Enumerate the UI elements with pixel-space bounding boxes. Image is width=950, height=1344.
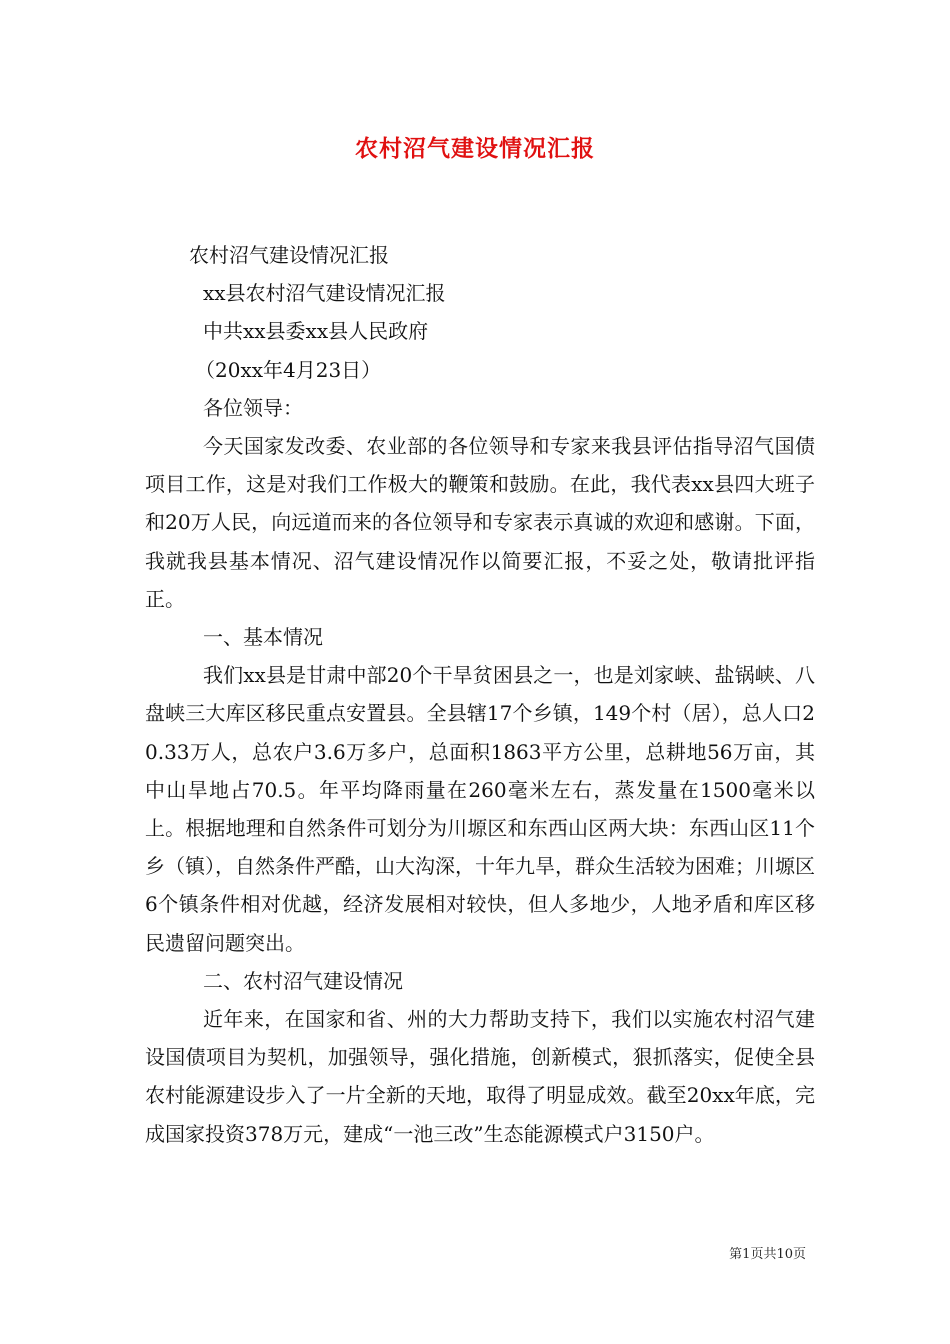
document-title: 农村沼气建设情况汇报 xyxy=(355,135,595,162)
page-indicator: 第1页共10页 xyxy=(729,1247,806,1262)
issuer-line: 中共xx县委xx县人民政府 xyxy=(203,319,429,344)
section-heading-biogas: 二、农村沼气建设情况 xyxy=(203,968,403,993)
document-body xyxy=(145,236,815,1153)
intro-paragraph: 今天国家发改委、农业部的各位领导和专家来我县评估指导沼气国债项目工作，这是对我们工作极大的鞭策和鼓励。在此，我代表xx县四大班子和20万人民，向远道而来的各位领导和专家表示真诚的欢迎和感谢。下面，我就我县基本情况、沼气建设情况作以简要汇报，不妥之处，敬请批评指正。 xyxy=(145,434,815,611)
salutation: 各位领导： xyxy=(203,395,303,420)
section-heading-basic: 一、基本情况 xyxy=(203,625,323,650)
county-heading: xx县农村沼气建设情况汇报 xyxy=(203,281,446,306)
basic-situation-paragraph: 我们xx县是甘肃中部20个干旱贫困县之一，也是刘家峡、盐锅峡、八盘峡三大库区移民重点安置县。全县辖17个乡镇，149个村（居），总人口20.33万人，总农户3.6万多户，总面积1863平方公里，总耕地56万亩，其中山旱地占70.5。年平均降雨量在260毫米左右，蒸发量在1500毫米以上。根据地理和自然条件可划分为川塬区和东西山区两大块：东西山区11个乡（镇），自然条件严酷，山大沟深，十年九旱，群众生活较为困难；川塬区6个镇条件相对优越，经济发展相对较快，但人多地少，人地矛盾和库区移民遗留问题突出。 xyxy=(145,663,815,955)
date-line: （20xx年4月23日） xyxy=(195,357,382,382)
biogas-situation-paragraph: 近年来，在国家和省、州的大力帮助支持下，我们以实施农村沼气建设国债项目为契机，加强领导，强化措施，创新模式，狠抓落实，促使全县农村能源建设步入了一片全新的天地，取得了明显成效。截至20xx年底，完成国家投资378万元，建成“一池三改”生态能源模式户3150户。 xyxy=(145,1007,815,1146)
subtitle: 农村沼气建设情况汇报 xyxy=(189,243,389,267)
